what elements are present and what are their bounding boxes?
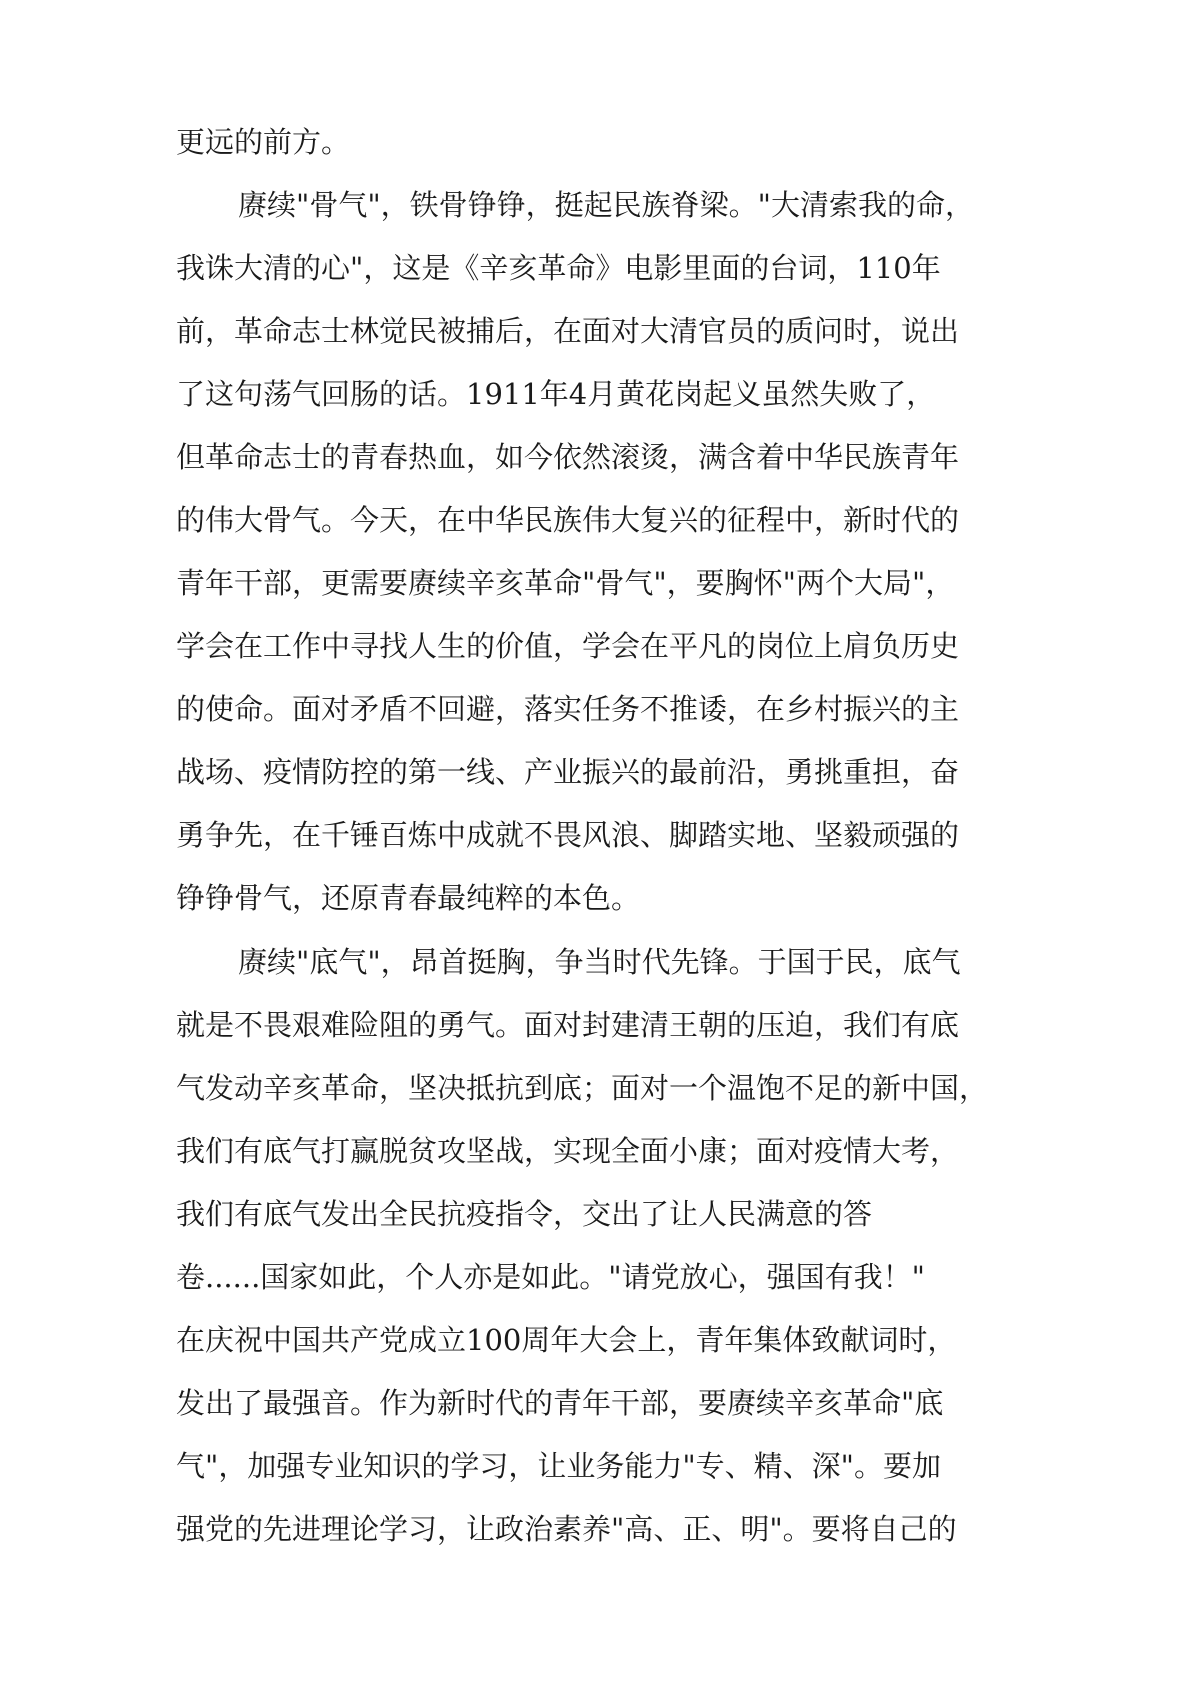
text-line: 发出了最强音。作为新时代的青年干部，要赓续辛亥革命"底 [176, 1386, 944, 1420]
text-line: 气发动辛亥革命，坚决抵抗到底；面对一个温饱不足的新中国， [176, 1071, 989, 1105]
text-line: 勇争先，在千锤百炼中成就不畏风浪、脚踏实地、坚毅顽强的 [176, 818, 960, 852]
text-line: 我们有底气发出全民抗疫指令，交出了让人民满意的答 [176, 1197, 873, 1231]
text-line: 我诛大清的心"，这是《辛亥革命》电影里面的台词，110年 [176, 251, 941, 285]
text-line: 了这句荡气回肠的话。1911年4月黄花岗起义虽然失败了， [176, 377, 936, 411]
text-line: 的使命。面对矛盾不回避，落实任务不推诿，在乡村振兴的主 [176, 692, 960, 726]
text-line: 但革命志士的青春热血，如今依然滚烫，满含着中华民族青年 [176, 440, 960, 474]
text-line: 我们有底气打赢脱贫攻坚战，实现全面小康；面对疫情大考， [176, 1134, 960, 1168]
text-line: 更远的前方。 [176, 125, 351, 159]
text-line: 铮铮骨气，还原青春最纯粹的本色。 [176, 881, 641, 915]
text-line: 青年干部，更需要赓续辛亥革命"骨气"，要胸怀"两个大局"， [176, 566, 955, 600]
text-line: 就是不畏艰难险阻的勇气。面对封建清王朝的压迫，我们有底 [176, 1008, 960, 1042]
text-line: 的伟大骨气。今天，在中华民族伟大复兴的征程中，新时代的 [176, 503, 960, 537]
text-line: 强党的先进理论学习，让政治素养"高、正、明"。要将自己的 [176, 1512, 957, 1546]
paragraph-start-line: 赓续"骨气"，铁骨铮铮，挺起民族脊梁。"大清索我的命， [238, 188, 975, 222]
text-line: 前，革命志士林觉民被捕后，在面对大清官员的质问时，说出 [176, 314, 960, 348]
text-line: 气"，加强专业知识的学习，让业务能力"专、精、深"。要加 [176, 1449, 942, 1483]
text-line: 在庆祝中国共产党成立100周年大会上，青年集体致献词时， [176, 1323, 957, 1357]
text-line: 卷......国家如此，个人亦是如此。"请党放心，强国有我！" [176, 1260, 925, 1294]
text-line: 战场、疫情防控的第一线、产业振兴的最前沿，勇挑重担，奋 [176, 755, 960, 789]
paragraph-start-line: 赓续"底气"，昂首挺胸，争当时代先锋。于国于民，底气 [238, 945, 961, 979]
text-line: 学会在工作中寻找人生的价值，学会在平凡的岗位上肩负历史 [176, 629, 960, 663]
